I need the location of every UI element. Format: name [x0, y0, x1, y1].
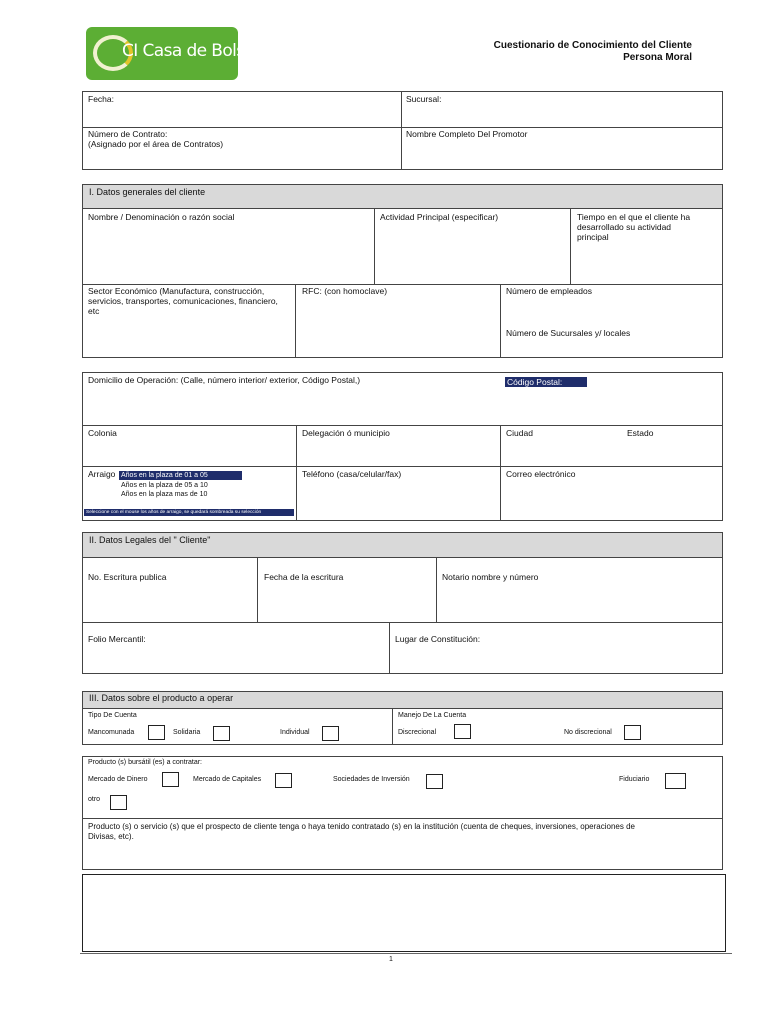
lugar-label[interactable]: Lugar de Constitución: — [395, 634, 481, 644]
page-number: 1 — [389, 956, 393, 963]
form-title: Cuestionario de Conocimiento del Cliente — [493, 40, 692, 51]
individual-checkbox[interactable] — [322, 726, 339, 741]
discrecional-checkbox[interactable] — [454, 724, 471, 739]
section-2-header — [83, 533, 722, 558]
no-discrecional-checkbox[interactable] — [624, 725, 641, 740]
escritura-label[interactable]: No. Escritura publica — [88, 572, 167, 582]
prospecto-input-box[interactable] — [82, 874, 726, 952]
sector-label-2: servicios, transportes, comunicaciones, financiero, — [88, 296, 278, 306]
nombre-label[interactable]: Nombre / Denominación o razón social — [88, 212, 235, 222]
top-info-table — [82, 91, 723, 170]
rfc-label[interactable]: RFC: (con homoclave) — [302, 286, 388, 296]
tiempo-label-3: principal — [577, 232, 609, 242]
no-discrecional-label: No discrecional — [564, 729, 612, 736]
arraigo-hint: Seleccione con el mouse los años de arraigo, se quedará sombreada su selección — [84, 509, 294, 516]
fiduciario-label: Fiduciario — [619, 776, 650, 783]
sociedades-label: Sociedades de Inversión — [333, 776, 410, 783]
empleados-label[interactable]: Número de empleados — [506, 286, 592, 296]
colonia-label[interactable]: Colonia — [88, 428, 117, 438]
sucursales-label[interactable]: Número de Sucursales y/ locales — [506, 328, 631, 338]
manejo-label: Manejo De La Cuenta — [398, 712, 467, 719]
sociedades-checkbox[interactable] — [426, 774, 443, 789]
section-1-title: I. Datos generales del cliente — [89, 187, 206, 197]
section-3-title: III. Datos sobre el producto a operar — [89, 693, 234, 703]
solidaria-label: Solidaria — [173, 729, 201, 736]
solidaria-checkbox[interactable] — [213, 726, 230, 741]
company-logo — [86, 27, 255, 80]
sucursal-label[interactable]: Sucursal: — [406, 94, 442, 104]
fecha-label[interactable]: Fecha: — [88, 94, 114, 104]
tipo-cuenta-label: Tipo De Cuenta — [88, 712, 137, 719]
section-2-title: II. Datos Legales del " Cliente" — [89, 535, 211, 545]
arraigo-option-selected[interactable]: Años en la plaza de 01 a 05 — [119, 471, 242, 480]
otro-label: otro — [88, 796, 101, 803]
actividad-label[interactable]: Actividad Principal (especificar) — [380, 212, 499, 222]
fecha-escritura-label[interactable]: Fecha de la escritura — [264, 572, 344, 582]
sector-label-3: etc — [88, 306, 100, 316]
mercado-capitales-label: Mercado de Capitales — [193, 776, 262, 783]
arraigo-label: Arraigo — [88, 469, 116, 479]
correo-label[interactable]: Correo electrónico — [506, 469, 576, 479]
promotor-label[interactable]: Nombre Completo Del Promotor — [406, 129, 528, 139]
mercado-capitales-checkbox[interactable] — [275, 773, 292, 788]
arraigo-option[interactable]: Años en la plaza de 05 a 10 — [121, 482, 208, 489]
contrato-note: (Asignado por el área de Contratos) — [88, 139, 224, 149]
discrecional-label: Discrecional — [398, 729, 437, 736]
logo-text: CI Casa de Bolsa — [122, 41, 255, 61]
telefono-label[interactable]: Teléfono (casa/celular/fax) — [302, 469, 402, 479]
section-1-header — [83, 185, 722, 209]
prospecto-label-1: Producto (s) o servicio (s) que el prospecto de cliente tenga o haya tenido contratado (s) en la institución (cuenta de cheques, inversiones, operaciones de — [88, 822, 635, 831]
individual-label: Individual — [280, 729, 310, 736]
mercado-dinero-checkbox[interactable] — [162, 772, 179, 787]
tiempo-label-1[interactable]: Tiempo en el que el cliente ha — [577, 212, 691, 222]
domicilio-label[interactable]: Domicilio de Operación: (Calle, número interior/ exterior, Código Postal,) — [88, 375, 361, 385]
form-subtitle: Persona Moral — [623, 52, 692, 63]
mancomunada-checkbox[interactable] — [148, 725, 165, 740]
producto-bursatil-label: Producto (s) bursátil (es) a contratar: — [88, 759, 202, 766]
ciudad-label[interactable]: Ciudad — [506, 428, 533, 438]
delegacion-label[interactable]: Delegación ó municipio — [302, 428, 390, 438]
otro-checkbox[interactable] — [110, 795, 127, 810]
prospecto-label-2: Divisas, etc). — [88, 832, 134, 841]
mancomunada-label: Mancomunada — [88, 729, 135, 736]
contrato-label[interactable]: Número de Contrato: — [88, 129, 168, 139]
folio-label[interactable]: Folio Mercantil: — [88, 634, 146, 644]
sector-label-1[interactable]: Sector Económico (Manufactura, construcción, — [88, 286, 265, 296]
estado-label[interactable]: Estado — [627, 428, 654, 438]
section-3-header — [83, 692, 722, 709]
form-header — [494, 40, 692, 64]
fiduciario-checkbox[interactable] — [665, 773, 686, 789]
mercado-dinero-label: Mercado de Dinero — [88, 776, 148, 783]
arraigo-option[interactable]: Años en la plaza mas de 10 — [121, 491, 208, 498]
notario-label[interactable]: Notario nombre y número — [442, 572, 539, 582]
codigo-postal-label[interactable]: Código Postal: — [505, 377, 587, 387]
tiempo-label-2: desarrollado su actividad — [577, 222, 672, 232]
